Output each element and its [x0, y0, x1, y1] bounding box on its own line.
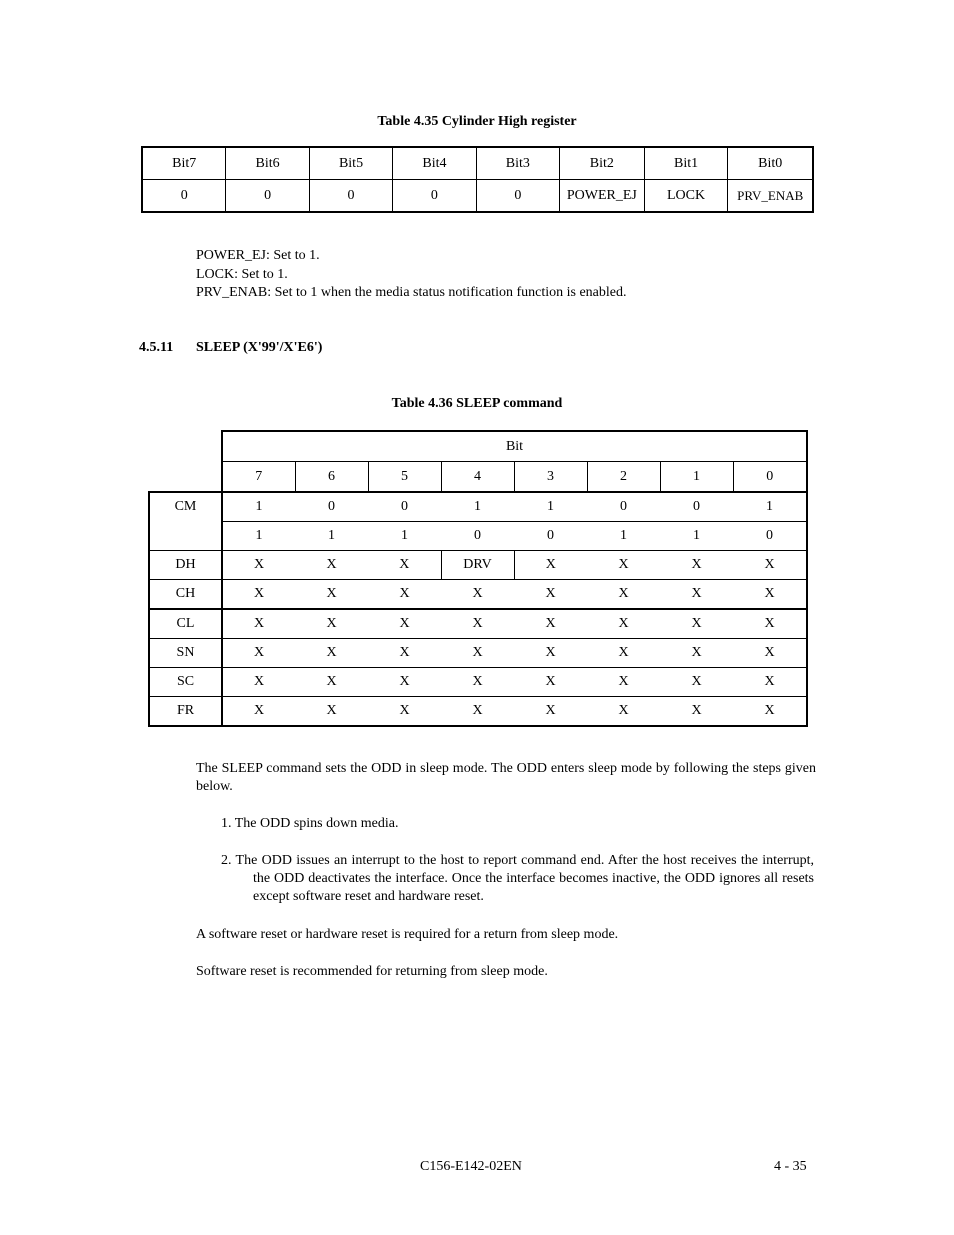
- header-cell: Bit5: [309, 147, 392, 180]
- row-cell: X: [733, 551, 807, 580]
- row-label-sc: SC: [149, 668, 222, 697]
- row-cell: X: [441, 580, 514, 610]
- row-cell: X: [222, 609, 295, 639]
- step-1: 1. The ODD spins down media.: [221, 816, 399, 831]
- row-cell: 0: [587, 492, 660, 522]
- row-cell: 0: [514, 522, 587, 551]
- bit-number: 5: [368, 462, 441, 493]
- table-row-cl: [149, 609, 807, 639]
- row-cell: X: [514, 639, 587, 668]
- reset-recommended-paragraph: Software reset is recommended for returning from sleep mode.: [196, 964, 548, 979]
- table-row-fr: [149, 697, 807, 727]
- table-row-sn: [149, 639, 807, 668]
- row-cell: X: [222, 580, 295, 610]
- row-cell: X: [587, 609, 660, 639]
- page-number: 4 - 35: [774, 1159, 807, 1174]
- row-cell: X: [295, 580, 368, 610]
- row-label-fr: FR: [149, 697, 222, 727]
- row-cell: X: [368, 668, 441, 697]
- header-cell: Bit1: [644, 147, 728, 180]
- bit-label: Bit: [222, 431, 807, 462]
- table-row-ch: [149, 580, 807, 610]
- row-cell: X: [441, 609, 514, 639]
- row-cell: X: [587, 580, 660, 610]
- value-cell: LOCK: [644, 180, 728, 213]
- bit-number-row: [149, 462, 807, 493]
- row-cell: 1: [660, 522, 733, 551]
- cylinder-high-register-table: [141, 146, 814, 213]
- step-2: 2. The ODD issues an interrupt to the host to report command end. After the host receives the interrupt, the ODD deactivates the interface. Once the interface becomes inactive, the ODD ignores all resets except software reset and hardware reset.: [221, 853, 814, 904]
- sleep-intro-paragraph: The SLEEP command sets the ODD in sleep mode. The ODD enters sleep mode by following the steps given below.: [196, 761, 816, 794]
- bit-number: 6: [295, 462, 368, 493]
- value-cell: 0: [393, 180, 476, 213]
- row-cell: X: [368, 580, 441, 610]
- row-cell: X: [660, 697, 733, 727]
- row-cell: X: [222, 551, 295, 580]
- bit-number: 0: [733, 462, 807, 493]
- row-cell: 0: [660, 492, 733, 522]
- header-cell: Bit3: [476, 147, 559, 180]
- table-row-cm-1: [149, 492, 807, 522]
- header-cell: Bit7: [142, 147, 226, 180]
- header-cell: Bit6: [226, 147, 309, 180]
- table-row: [142, 180, 813, 213]
- row-cell: X: [441, 639, 514, 668]
- row-cell: X: [514, 668, 587, 697]
- sleep-command-table: [148, 430, 808, 727]
- row-cell: X: [660, 580, 733, 610]
- row-cell: 0: [368, 492, 441, 522]
- row-cell: X: [733, 580, 807, 610]
- row-cell: X: [587, 639, 660, 668]
- bit-number: 1: [660, 462, 733, 493]
- value-cell: 0: [309, 180, 392, 213]
- bit-number: 7: [222, 462, 295, 493]
- bit-number: 2: [587, 462, 660, 493]
- row-cell: X: [587, 697, 660, 727]
- table-435-caption: Table 4.35 Cylinder High register: [377, 114, 577, 129]
- bit-label-row: [149, 431, 807, 462]
- header-cell: Bit2: [560, 147, 645, 180]
- row-cell: 0: [733, 522, 807, 551]
- note-power-ej: POWER_EJ: Set to 1.: [196, 248, 320, 263]
- row-cell: X: [660, 668, 733, 697]
- row-cell: X: [295, 697, 368, 727]
- blank-cell: [149, 462, 222, 493]
- row-cell: X: [222, 697, 295, 727]
- table-row-cm-2: [149, 522, 807, 551]
- row-cell: 1: [733, 492, 807, 522]
- row-cell: 1: [587, 522, 660, 551]
- value-cell: POWER_EJ: [560, 180, 645, 213]
- row-cell: X: [733, 639, 807, 668]
- row-cell: X: [222, 668, 295, 697]
- row-cell: X: [441, 668, 514, 697]
- note-prv-enab: PRV_ENAB: Set to 1 when the media status notification function is enabled.: [196, 285, 627, 300]
- header-cell: Bit4: [393, 147, 476, 180]
- row-cell: X: [368, 609, 441, 639]
- row-label-ch: CH: [149, 580, 222, 610]
- blank-cell: [149, 431, 222, 462]
- value-cell: PRV_ENAB: [728, 180, 813, 213]
- row-cell: X: [514, 580, 587, 610]
- row-cell: X: [733, 697, 807, 727]
- bit-number: 4: [441, 462, 514, 493]
- row-cell: DRV: [441, 551, 514, 580]
- table-header-row: [142, 147, 813, 180]
- row-cell: X: [587, 551, 660, 580]
- row-cell: X: [514, 697, 587, 727]
- row-cell: X: [441, 697, 514, 727]
- reset-required-paragraph: A software reset or hardware reset is required for a return from sleep mode.: [196, 927, 619, 942]
- row-cell: X: [222, 639, 295, 668]
- row-cell: 0: [295, 492, 368, 522]
- row-cell: X: [295, 639, 368, 668]
- row-cell: X: [368, 697, 441, 727]
- bit-number: 3: [514, 462, 587, 493]
- row-cell: 1: [368, 522, 441, 551]
- row-cell: 1: [222, 492, 295, 522]
- row-label-cl: CL: [149, 609, 222, 639]
- row-cell: X: [733, 668, 807, 697]
- document-id: C156-E142-02EN: [420, 1159, 522, 1174]
- value-cell: 0: [226, 180, 309, 213]
- row-cell: X: [368, 639, 441, 668]
- row-cell: 1: [514, 492, 587, 522]
- row-cell: X: [514, 609, 587, 639]
- section-number: 4.5.11: [139, 340, 174, 355]
- value-cell: 0: [476, 180, 559, 213]
- row-cell: X: [514, 551, 587, 580]
- row-label-dh: DH: [149, 551, 222, 580]
- row-label-sn: SN: [149, 639, 222, 668]
- row-label-cm: CM: [149, 492, 222, 551]
- row-cell: X: [733, 609, 807, 639]
- row-cell: 1: [222, 522, 295, 551]
- table-row-dh: [149, 551, 807, 580]
- header-cell: Bit0: [728, 147, 813, 180]
- note-lock: LOCK: Set to 1.: [196, 267, 288, 282]
- table-row-sc: [149, 668, 807, 697]
- section-title: SLEEP (X'99'/X'E6'): [196, 340, 323, 355]
- row-cell: X: [660, 551, 733, 580]
- value-cell: 0: [142, 180, 226, 213]
- row-cell: 0: [441, 522, 514, 551]
- row-cell: X: [660, 639, 733, 668]
- row-cell: X: [295, 668, 368, 697]
- row-cell: X: [295, 551, 368, 580]
- row-cell: X: [660, 609, 733, 639]
- row-cell: X: [587, 668, 660, 697]
- row-cell: X: [295, 609, 368, 639]
- table-436-caption: Table 4.36 SLEEP command: [391, 396, 563, 411]
- row-cell: 1: [441, 492, 514, 522]
- row-cell: X: [368, 551, 441, 580]
- row-cell: 1: [295, 522, 368, 551]
